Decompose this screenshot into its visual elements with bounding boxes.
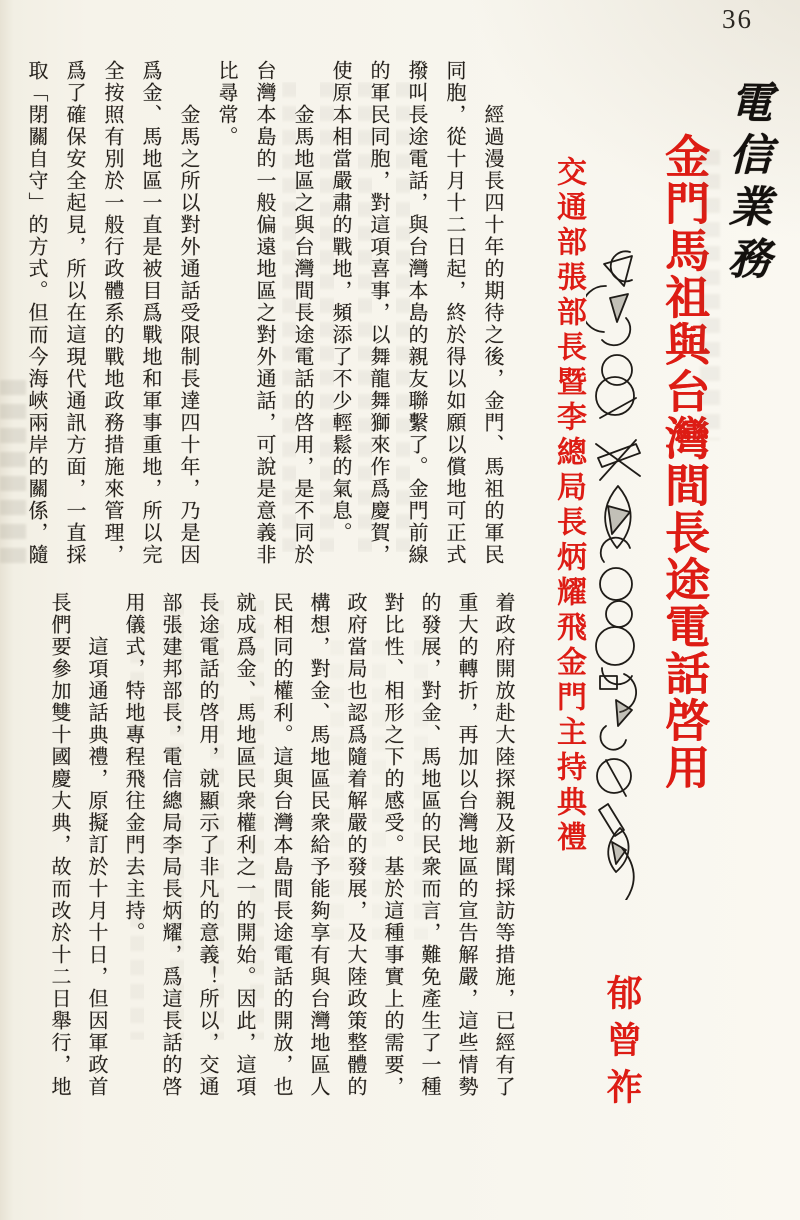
text-column: 用儀式，特地專程飛往金門去主持。: [122, 592, 146, 944]
body-text-top-band: [12, 60, 512, 594]
article-subtitle: 交通部張部長暨李總局長炳耀飛金門主持典禮: [551, 156, 586, 856]
text-column: 取「閉關自守」的方式。但而今海峽兩岸的關係，隨: [25, 60, 49, 566]
text-column: 全按照有別於一般行政體系的戰地政務措施來管理，: [101, 60, 125, 566]
text-column: 金馬之所以對外通話受限制長達四十年，乃是因: [177, 60, 201, 566]
body-text-bottom-band: [36, 592, 522, 1128]
text-column: 政府當局也認爲隨着解嚴的發展，及大陸政策整體的: [344, 592, 368, 1098]
text-column: 金馬地區之與台灣間長途電話的啓用，是不同於: [291, 60, 315, 566]
text-column: 部張建邦部長，電信總局李局長炳耀，爲這長話的啓: [159, 592, 183, 1098]
text-column: 這項通話典禮，原擬訂於十月十日，但因軍政首: [85, 592, 109, 1098]
text-column: 的軍民同胞，對這項喜事，以舞龍舞獅來作爲慶賀，: [367, 60, 391, 566]
article-title: 金門馬祖與台灣間長途電話啓用: [657, 133, 710, 791]
text-column: 重大的轉折，再加以台灣地區的宣告解嚴，這些情勢: [455, 592, 479, 1098]
text-column: 爲了確保安全起見，所以在這現代通訊方面，一直採: [63, 60, 87, 566]
section-header-calligraphy: 電信業務: [720, 79, 774, 289]
page-number: 36: [722, 4, 753, 34]
text-column: 長途電話的啓用，就顯示了非凡的意義！所以，交通: [196, 592, 220, 1098]
text-column: 就成爲金、馬地區民衆權利之一的開始。因此，這項: [233, 592, 257, 1098]
text-column: 長們要參加雙十國慶大典，故而改於十二日舉行，地: [48, 592, 72, 1098]
text-column: 經過漫長四十年的期待之後，金門、馬祖的軍民: [481, 60, 505, 566]
text-column: 的發展，對金、馬地區的民衆而言，難免產生了一種: [418, 592, 442, 1098]
text-column: 爲金、馬地區一直是被目爲戰地和軍事重地，所以完: [139, 60, 163, 566]
decorative-doodle-illustration: [586, 248, 650, 900]
text-column: 比尋常。: [215, 60, 239, 148]
text-column: 着政府開放赴大陸探親及新聞採訪等措施，已經有了: [492, 592, 516, 1098]
author-name: 郁曾祚: [601, 974, 643, 1115]
text-column: 同胞，從十月十二日起，終於得以如願以償地可正式: [443, 60, 467, 566]
text-column: 構想，對金、馬地區民衆給予能夠享有與台灣地區人: [307, 592, 331, 1098]
text-column: 對比性、相形之下的感受。基於這種事實上的需要，: [381, 592, 405, 1098]
text-column: 使原本相當嚴肅的戰地，頻添了不少輕鬆的氣息。: [329, 60, 353, 544]
text-column: 民相同的權利。這與台灣本島間長途電話的開放，也: [270, 592, 294, 1098]
text-column: 台灣本島的一般偏遠地區之對外通話，可說是意義非: [253, 60, 277, 566]
text-column: 撥叫長途電話，與台灣本島的親友聯繫了。金門前線: [405, 60, 429, 566]
